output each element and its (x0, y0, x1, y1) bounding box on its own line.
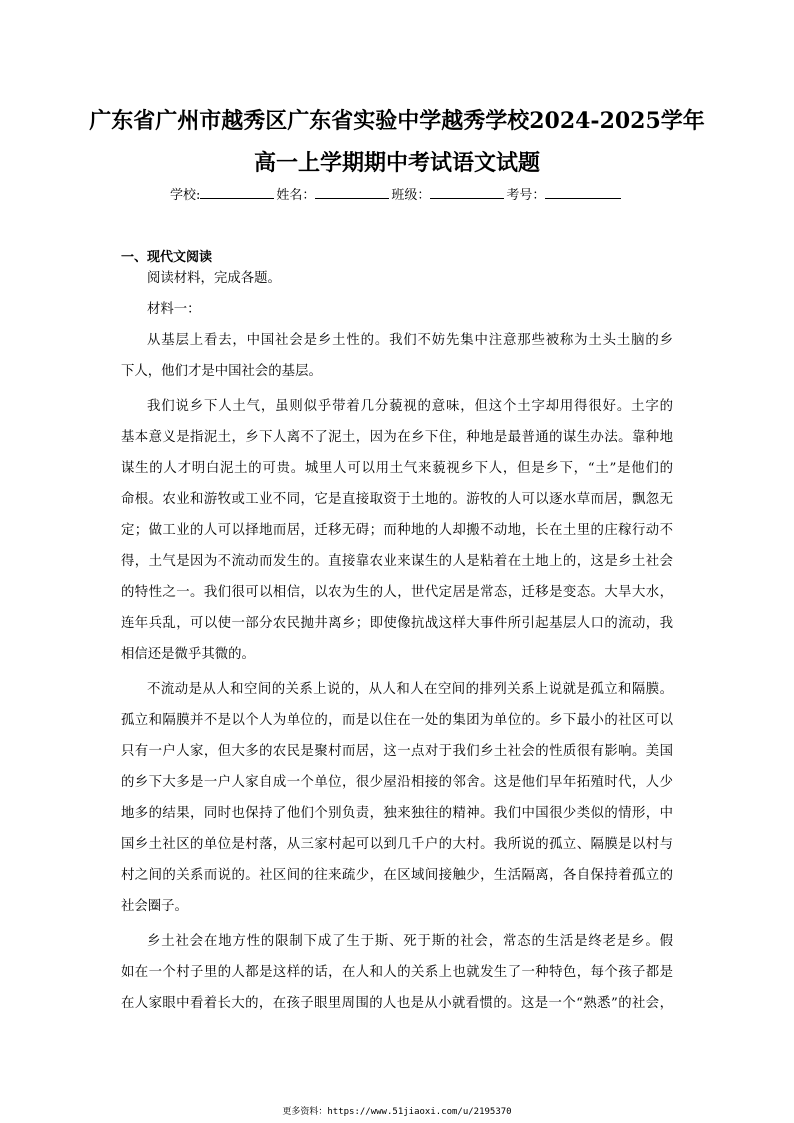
paragraph-2-line: 的特性之一。我们很可以相信，以农为生的人，世代定居是常态，迁移是变态。大旱大水， (121, 585, 673, 600)
student-info-row (170, 184, 623, 203)
paragraph-2-line: 基本意义是指泥土，乡下人离不了泥土，因为在乡下住，种地是最普通的谋生办法。靠种地 (121, 430, 673, 445)
paragraph-3-line: 国乡土社区的单位是村落，从三家村起可以到几千户的大村。我所说的孤立、隔膜是以村与 (121, 837, 673, 852)
paragraph-2-line: 相信还是微乎其微的。 (121, 647, 255, 662)
material-label: 材料一： (147, 302, 201, 317)
instruction-text: 阅读材料，完成各题。 (147, 271, 281, 286)
paragraph-3-line: 只有一户人家，但大多的农民是聚村而居，这一点对于我们乡土社会的性质很有影响。美国 (121, 744, 673, 759)
paragraph-1-line: 下人，他们才是中国社会的基层。 (121, 364, 322, 379)
section-heading: 一、现代文阅读 (121, 250, 213, 265)
paragraph-2-line: 连年兵乱，可以使一部分农民抛井离乡；即使像抗战这样大事件所引起基层人口的流动，我 (121, 616, 673, 631)
paragraph-3-line: 社会圈子。 (121, 899, 188, 914)
paragraph-3-line: 村之间的关系而说的。社区间的往来疏少，在区域间接触少，生活隔离，各自保持着孤立的 (121, 868, 673, 883)
exam-number-label: 考号： (506, 188, 546, 203)
name-label: 姓名： (276, 188, 316, 203)
paragraph-2-line: 我们说乡下人土气，虽则似乎带着几分藐视的意味，但这个土字却用得很好。土字的 (147, 399, 673, 414)
paragraph-2-line: 谋生的人才明白泥土的可贵。城里人可以用土气来藐视乡下人，但是乡下，“土”是他们的 (121, 461, 673, 476)
class-blank (430, 185, 504, 199)
paragraph-3-line: 孤立和隔膜并不是以个人为单位的，而是以住在一处的集团为单位的。乡下最小的社区可以 (121, 713, 673, 728)
name-blank (315, 185, 389, 199)
school-blank (200, 185, 274, 199)
footer-source-link: 更多资料：https://www.51jiaoxi.com/u/2195370 (282, 1107, 512, 1117)
paragraph-2-line: 定；做工业的人可以择地而居，迁移无碍；而种地的人却搬不动地，长在土里的庄稼行动不 (121, 523, 673, 538)
class-label: 班级： (391, 188, 431, 203)
paragraph-2-line: 得，土气是因为不流动而发生的。直接靠农业来谋生的人是粘着在土地上的，这是乡土社会 (121, 554, 673, 569)
exam-title-line-1: 广东省广州市越秀区广东省实验中学越秀学校2024-2025学年 (89, 108, 705, 134)
paragraph-3-line: 不流动是从人和空间的关系上说的，从人和人在空间的排列关系上说就是孤立和隔膜。 (147, 682, 673, 697)
paragraph-3-line: 的乡下大多是一户人家自成一个单位，很少屋沿相接的邻舍。这是他们早年拓殖时代，人少 (121, 775, 673, 790)
exam-title-line-2: 高一上学期期中考试语文试题 (253, 150, 540, 176)
paragraph-4-line: 如在一个村子里的人都是这样的话，在人和人的关系上也就发生了一种特色，每个孩子都是 (121, 965, 673, 980)
exam-number-blank (545, 185, 621, 199)
paragraph-1-line: 从基层上看去，中国社会是乡土性的。我们不妨先集中注意那些被称为土头土脑的乡 (147, 333, 673, 348)
paragraph-4-line: 在人家眼中看着长大的，在孩子眼里周围的人也是从小就看惯的。这是一个“熟悉”的社会， (121, 996, 673, 1011)
school-label: 学校: (170, 188, 201, 203)
paragraph-2-line: 命根。农业和游牧或工业不同，它是直接取资于土地的。游牧的人可以逐水草而居，飘忽无 (121, 492, 673, 507)
paragraph-3-line: 地多的结果，同时也保持了他们个别负责，独来独往的精神。我们中国很少类似的情形，中 (121, 806, 673, 821)
paragraph-4-line: 乡土社会在地方性的限制下成了生于斯、死于斯的社会，常态的生活是终老是乡。假 (147, 934, 673, 949)
